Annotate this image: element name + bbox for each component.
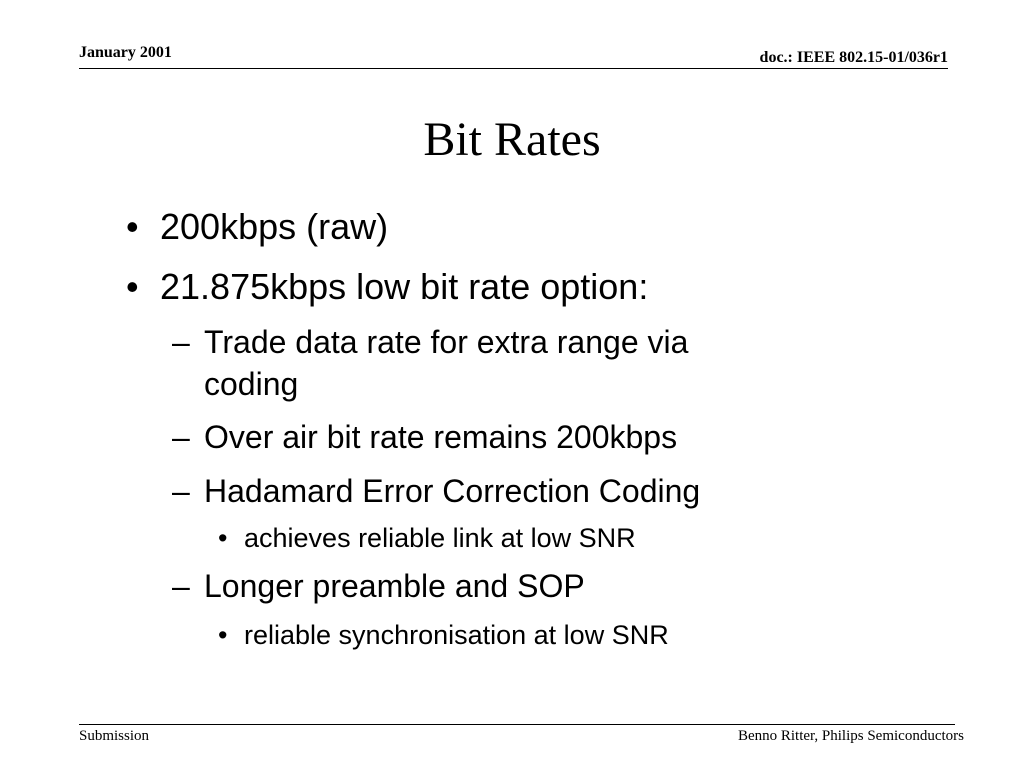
sub-sub-bullet-text: reliable synchronisation at low SNR (244, 620, 669, 650)
bullet-marker: • (126, 266, 139, 307)
footer-author: Benno Ritter, Philips Semiconductors (737, 728, 964, 744)
sub-bullet-text-continued: coding (204, 366, 299, 402)
header-date: January 2001 (79, 44, 172, 61)
slide-title: Bit Rates (423, 113, 601, 166)
sub-bullet-marker: – (172, 324, 190, 360)
sub-bullet-marker: – (172, 568, 190, 604)
sub-bullet-marker: – (172, 419, 190, 455)
sub-bullet-text: Hadamard Error Correction Coding (204, 473, 701, 509)
footer-submission: Submission (79, 728, 150, 744)
sub-bullet-text: Over air bit rate remains 200kbps (204, 419, 678, 455)
sub-sub-bullet-text: achieves reliable link at low SNR (244, 523, 636, 553)
bullet-text: 21.875kbps low bit rate option: (160, 266, 649, 307)
sub-sub-bullet-marker: • (218, 620, 228, 650)
bullet-marker: • (126, 206, 139, 247)
sub-bullet-marker: – (172, 473, 190, 509)
footer-rule (79, 724, 955, 725)
sub-sub-bullet-marker: • (218, 523, 228, 553)
bullet-text: 200kbps (raw) (160, 206, 389, 247)
sub-bullet-text: Longer preamble and SOP (204, 568, 585, 604)
sub-bullet-text: Trade data rate for extra range via (204, 324, 689, 360)
header-doc-id: doc.: IEEE 802.15-01/036r1 (759, 49, 948, 66)
